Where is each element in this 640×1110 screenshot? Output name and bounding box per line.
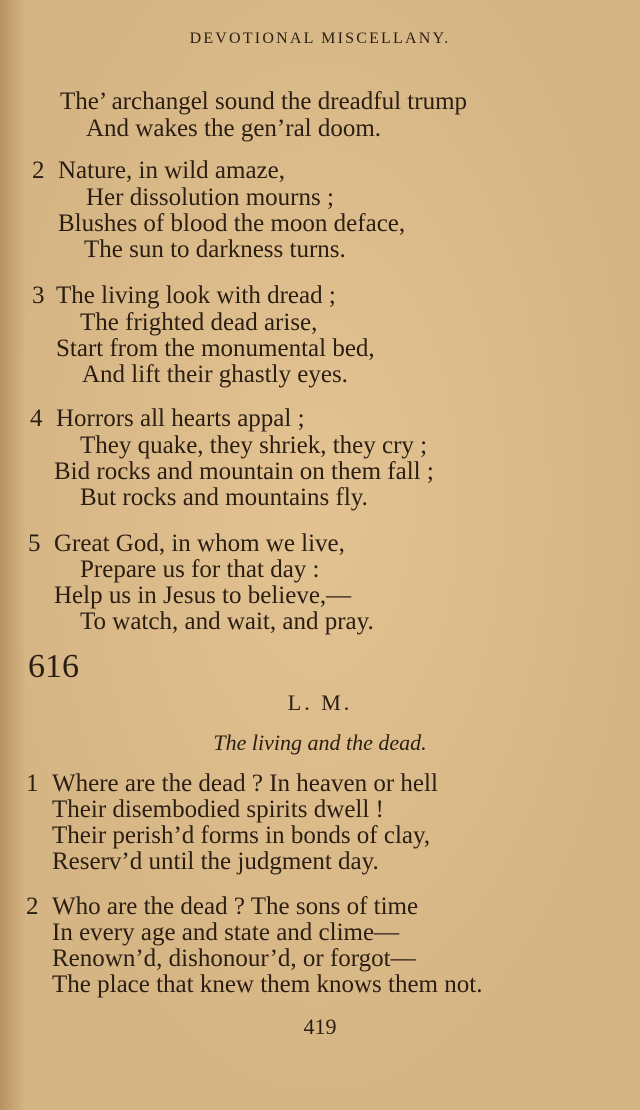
verse-line: They quake, they shriek, they cry ; (80, 432, 428, 459)
verse-line: And lift their ghastly eyes. (82, 361, 348, 388)
verse-line: To watch, and wait, and pray. (80, 608, 374, 635)
verse-line: Who are the dead ? The sons of time (52, 893, 419, 920)
stanza-number: 2 (26, 893, 39, 920)
verse-line: The frighted dead arise, (80, 309, 318, 336)
hymn-meter: L. M. (287, 690, 353, 715)
stanza-number: 3 (32, 282, 45, 309)
running-header: DEVOTIONAL MISCELLANY. (189, 30, 451, 47)
hymn-number: 616 (28, 648, 79, 685)
hymn-title: The living and the dead. (213, 730, 427, 755)
verse-line: Her dissolution mourns ; (86, 184, 334, 211)
stanza-number: 4 (30, 405, 43, 432)
verse-line: Their disembodied spirits dwell ! (52, 796, 384, 823)
verse-line: Renown’d, dishonour’d, or forgot— (52, 945, 416, 972)
verse-line: Start from the monumental bed, (56, 335, 375, 362)
verse-line: Blushes of blood the moon deface, (58, 210, 406, 237)
stanza-number: 2 (32, 157, 45, 184)
verse-line: The place that knew them knows them not. (52, 971, 483, 998)
verse-line: Horrors all hearts appal ; (56, 405, 305, 432)
verse-line: Their perish’d forms in bonds of clay, (52, 822, 431, 849)
verse-line: Nature, in wild amaze, (58, 157, 285, 184)
stanza-number: 1 (26, 770, 39, 797)
verse-line: But rocks and mountains fly. (80, 484, 368, 511)
stanza-number: 5 (28, 530, 41, 557)
verse-line: And wakes the gen’ral doom. (86, 115, 382, 142)
page-number: 419 (303, 1014, 337, 1039)
verse-line: Reserv’d until the judgment day. (52, 848, 379, 875)
verse-line: Prepare us for that day : (80, 556, 320, 583)
verse-line: The’ archangel sound the dreadful trump (60, 88, 468, 115)
verse-line: Great God, in whom we live, (54, 530, 345, 557)
verse-line: The living look with dread ; (56, 282, 336, 309)
verse-line: The sun to darkness turns. (84, 236, 346, 263)
verse-line: Bid rocks and mountain on them fall ; (54, 458, 434, 485)
verse-line: Help us in Jesus to believe,— (54, 582, 352, 609)
verse-line: In every age and state and clime— (52, 919, 400, 946)
verse-line: Where are the dead ? In heaven or hell (52, 770, 438, 797)
